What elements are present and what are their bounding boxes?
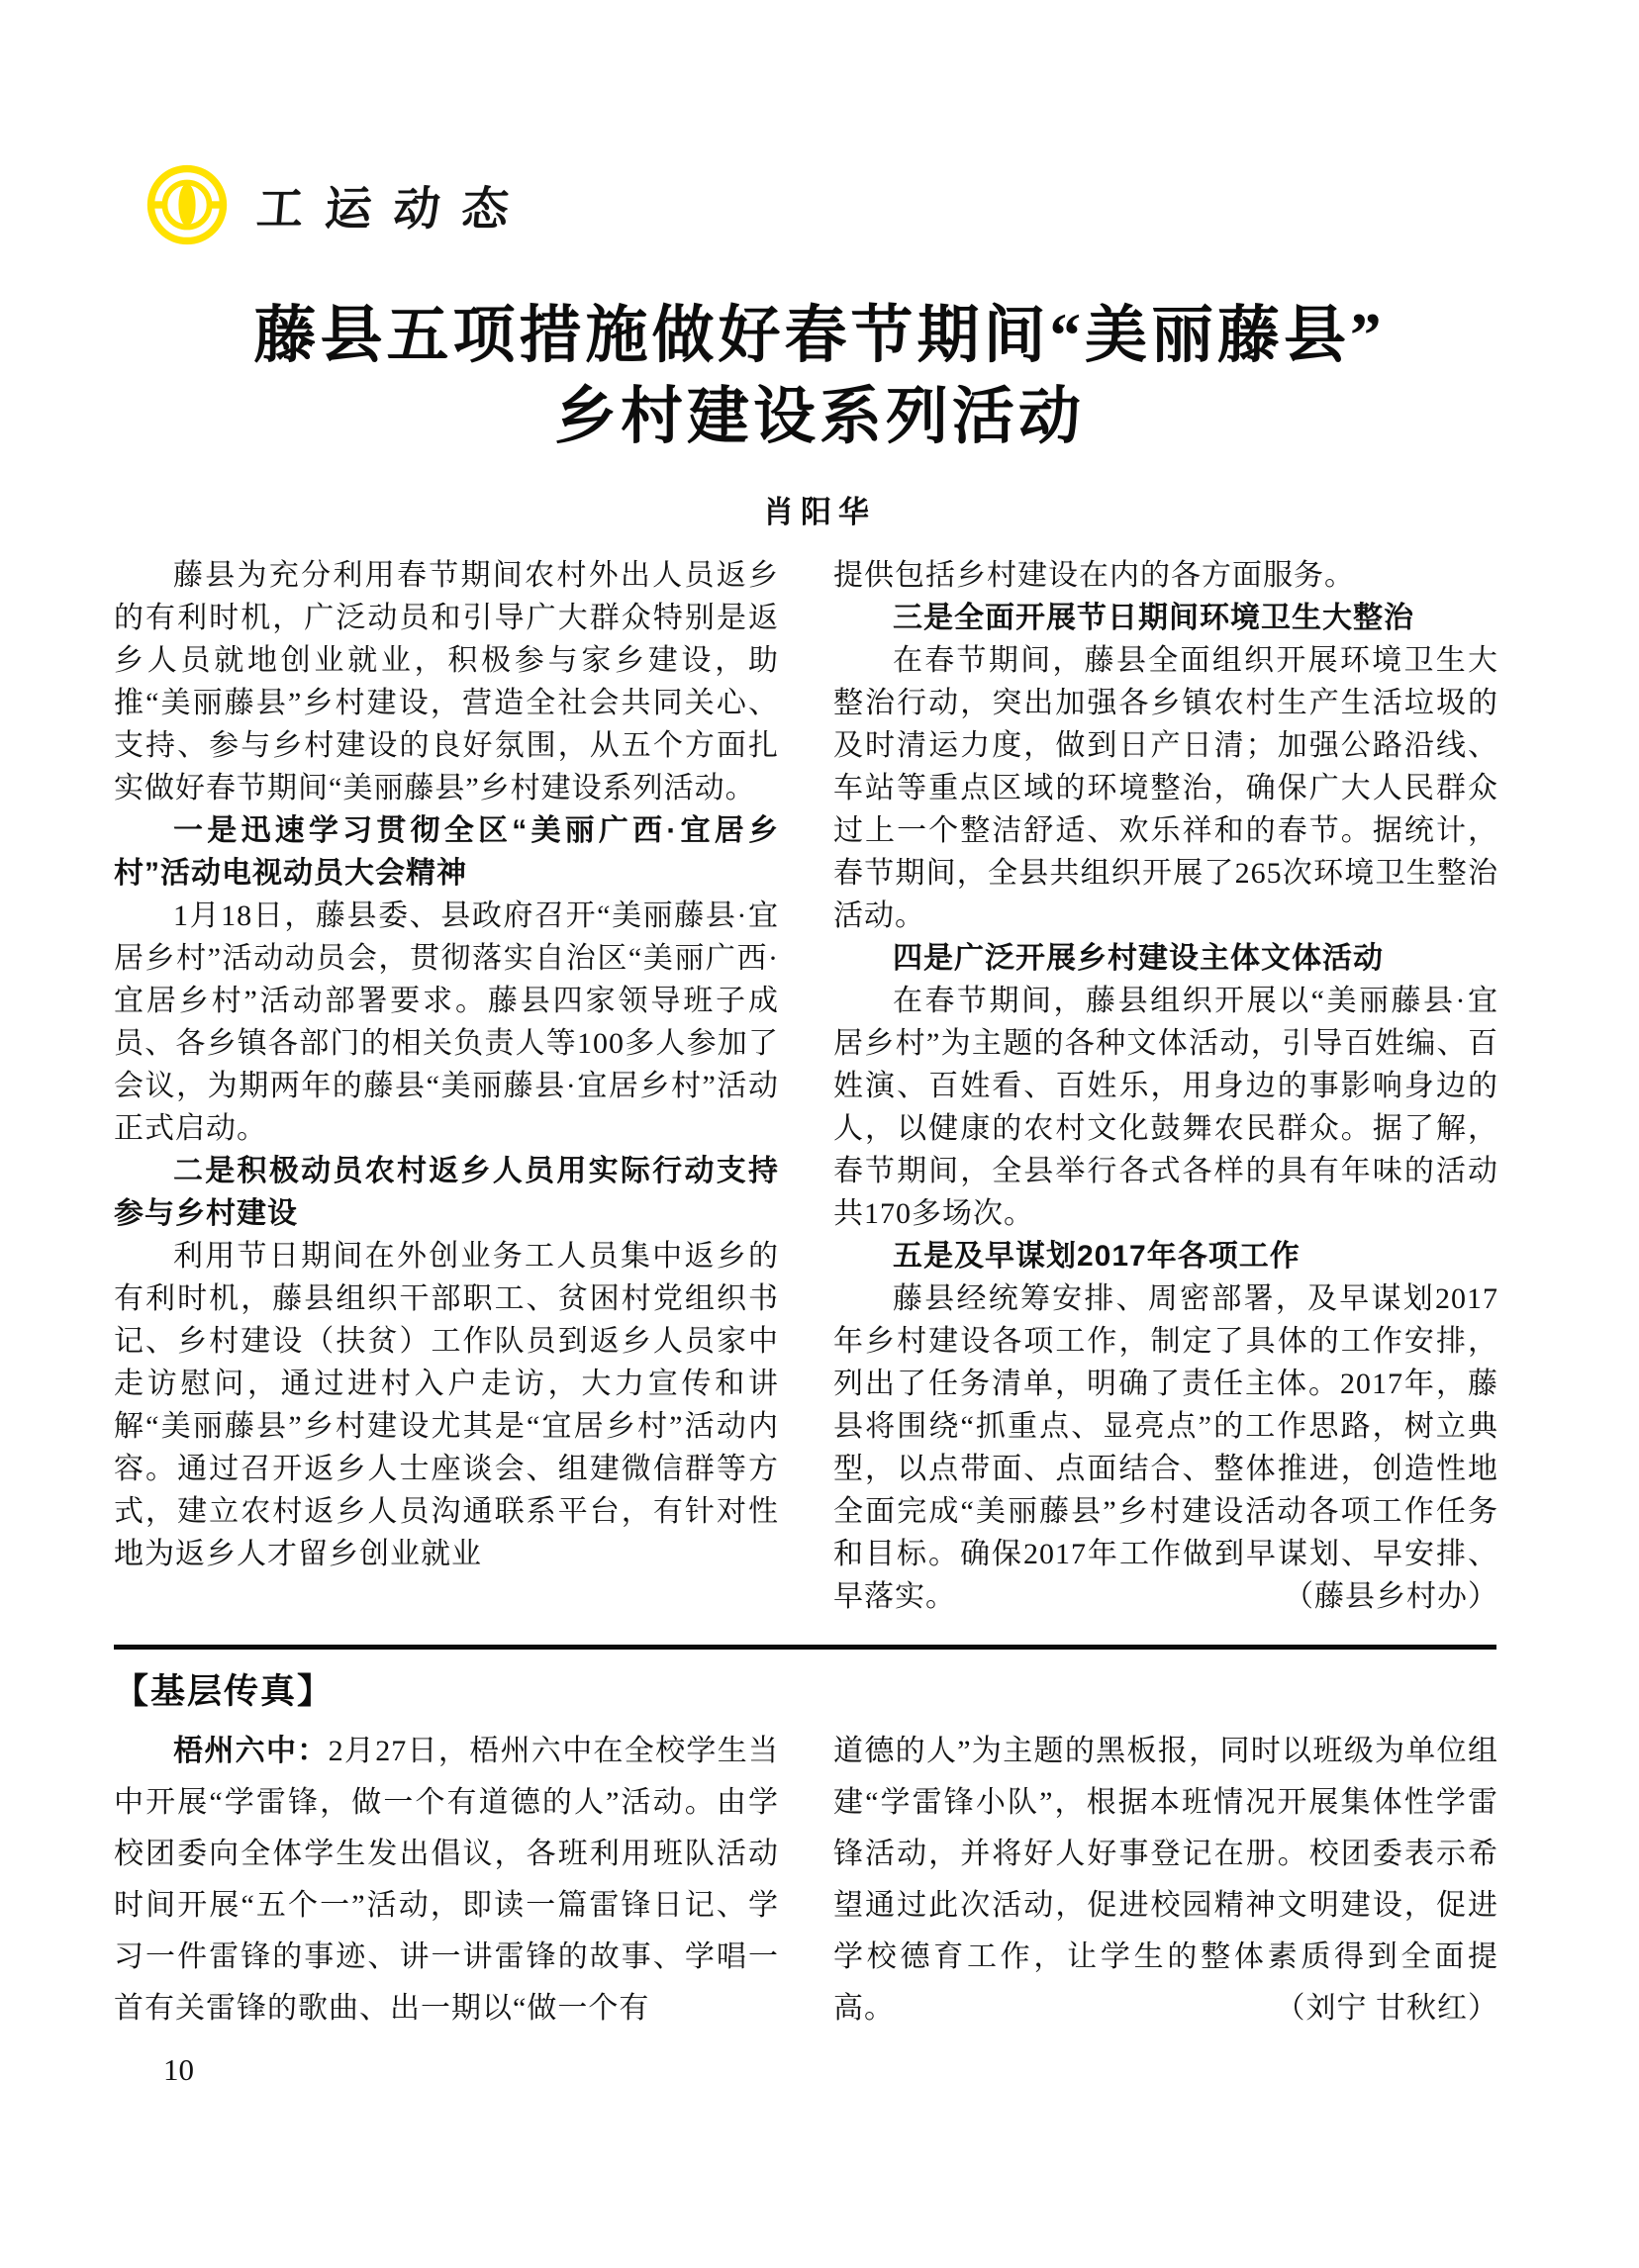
article-paragraph-1: 藤县为充分利用春节期间农村外出人员返乡的有利时机，广泛动员和引导广大群众特别是返乡人员就地创业就业，积极参与家乡建设，助推“美丽藤县”乡村建设，营造全社会共同关心、支持、参与乡村建设的良好氛围，从五个方面扎实做好春节期间“美丽藤县”乡村建设系列活动。 <box>114 559 779 804</box>
bulletin-paragraph <box>114 1726 779 2034</box>
article-paragraph-6-text: 藤县经统筹安排、周密部署，及早谋划2017年乡村建设各项工作，制定了具体的工作安排，列出了任务清单，明确了责任主体。2017年，藤县将围绕“抓重点、显亮点”的工作思路，树立典型，以点带面、点面结合、整体推进，创造性地全面完成“美丽藤县”乡村建设活动各项工作任务和目标。确保2017年工作做到早谋划、早安排、早落实。 <box>833 1282 1498 1613</box>
bulletin-right-text: 道德的人”为主题的黑板报，同时以班级为单位组建“学雷锋小队”，根据本班情况开展集体性学雷锋活动，并将好人好事登记在册。校团委表示希望通过此次活动，促进校园精神文明建设，促进学校德育工作，让学生的整体素质得到全面提高。 <box>833 1735 1498 2025</box>
article-paragraph-6 <box>833 1277 1498 1618</box>
article-paragraph-4: 在春节期间，藤县全面组织开展环境卫生大整治行动，突出加强各乡镇农村生产生活垃圾的及时清运力度，做到日产日清；加强公路沿线、车站等重点区域的环境整治，确保广大人民群众过上一个整洁舒适、欢乐祥和的春节。据统计，春节期间，全县共组织开展了265次环境卫生整治活动。 <box>833 644 1498 932</box>
article-title <box>0 295 1639 457</box>
bulletin-attribution: （刘宁 甘秋红） <box>1275 1992 1498 2025</box>
masthead <box>146 164 533 245</box>
trade-union-emblem-icon <box>146 164 228 245</box>
article-subheading-5: 五是及早谋划2017年各项工作 <box>893 1240 1301 1273</box>
article-subheading-1: 一是迅速学习贯彻全区“美丽广西·宜居乡村”活动电视动员大会精神 <box>114 814 779 890</box>
article-attribution: （藤县乡村办） <box>1284 1580 1498 1613</box>
article-subheading-2: 二是积极动员农村返乡人员用实际行动支持参与乡村建设 <box>114 1155 779 1230</box>
article-column-right <box>833 554 1498 1618</box>
article-subheading-3: 三是全面开展节日期间环境卫生大整治 <box>893 602 1414 634</box>
article-paragraph-5: 在春节期间，藤县组织开展以“美丽藤县·宜居乡村”为主题的各种文体活动，引导百姓编、百姓演、百姓看、百姓乐，用身边的事影响身边的人，以健康的农村文化鼓舞农民群众。据了解，春节期间，全县举行各式各样的具有年味的活动共170多场次。 <box>833 985 1498 1230</box>
page-number: 10 <box>163 2052 194 2087</box>
bulletin-lead-in: 梧州六中： <box>173 1735 329 1767</box>
article-title-line-1: 藤县五项措施做好春节期间“美丽藤县” <box>253 301 1386 370</box>
article-column-left <box>114 554 779 1575</box>
bulletin-column-right <box>833 1726 1498 2034</box>
article-paragraph-3-continued: 提供包括乡村建设在内的各方面服务。 <box>833 559 1355 592</box>
article-author: 肖阳华 <box>763 495 876 529</box>
article-paragraph-2: 1月18日，藤县委、县政府召开“美丽藤县·宜居乡村”活动动员会，贯彻落实自治区“美丽广西·宜居乡村”活动部署要求。藤县四家领导班子成员、各乡镇各部门的相关负责人等100多人参加了会议，为期两年的藤县“美丽藤县·宜居乡村”活动正式启动。 <box>114 899 779 1145</box>
masthead-title: 工运动态 <box>254 181 533 235</box>
bulletin-paragraph-continued <box>833 1726 1498 2034</box>
article-paragraph-3: 利用节日期间在外创业务工人员集中返乡的有利时机，藤县组织干部职工、贫困村党组织书记、乡村建设（扶贫）工作队员到返乡人员家中走访慰问，通过进村入户走访，大力宣传和讲解“美丽藤县”乡村建设尤其是“宜居乡村”活动内容。通过召开返乡人士座谈会、组建微信群等方式，建立农村返乡人员沟通联系平台，有针对性地为返乡人才留乡创业就业 <box>114 1240 779 1570</box>
bulletin-column-left <box>114 1726 779 2034</box>
article-title-line-2: 乡村建设系列活动 <box>554 382 1085 451</box>
section-divider-rule <box>114 1645 1496 1650</box>
bulletin-section-title: 【基层传真】 <box>114 1672 335 1711</box>
article-subheading-4: 四是广泛开展乡村建设主体文体活动 <box>893 942 1384 975</box>
bulletin-left-text: 2月27日，梧州六中在全校学生当中开展“学雷锋，做一个有道德的人”活动。由学校团委向全体学生发出倡议，各班利用班队活动时间开展“五个一”活动，即读一篇雷锋日记、学习一件雷锋的事迹、讲一讲雷锋的故事、学唱一首有关雷锋的歌曲、出一期以“做一个有 <box>114 1735 780 2025</box>
